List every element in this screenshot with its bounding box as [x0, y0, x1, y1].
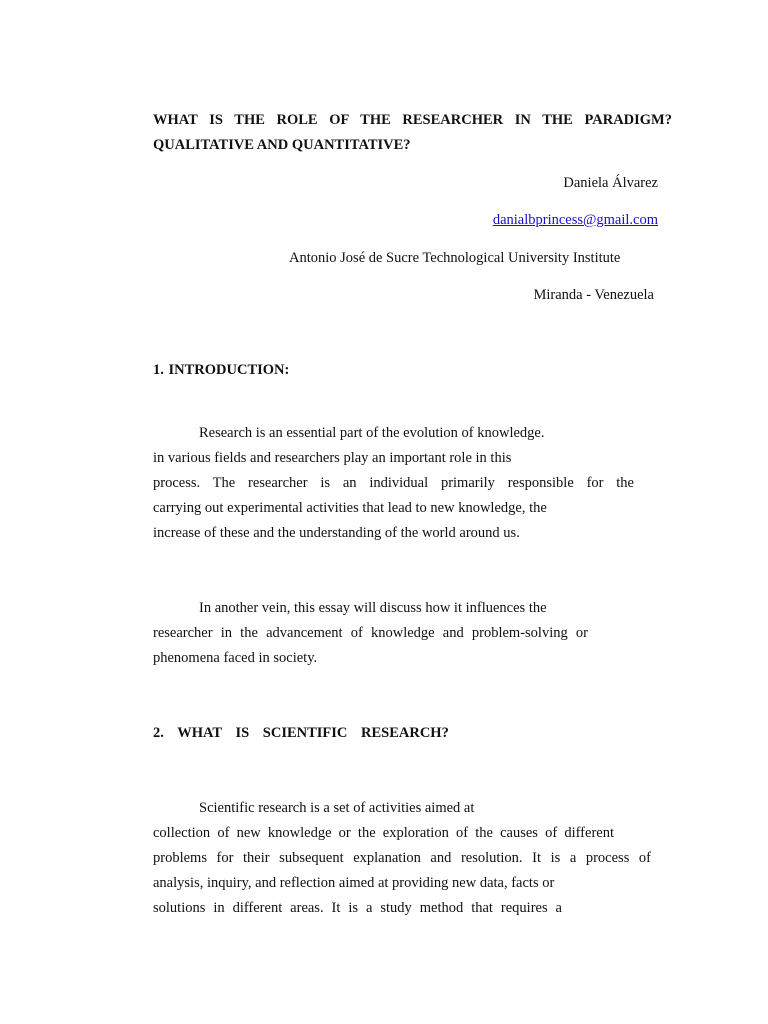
paragraph-line: analysis, inquiry, and reflection aimed at providing new data, facts or [153, 875, 555, 891]
document-title-line-2: QUALITATIVE AND QUANTITATIVE? [153, 137, 411, 153]
section-heading-introduction: 1. INTRODUCTION: [153, 362, 290, 378]
section-heading-scientific-research: 2. WHAT IS SCIENTIFIC RESEARCH? [153, 725, 449, 741]
paragraph-line: problems for their subsequent explanation and resolution. It is a process of [153, 850, 651, 866]
author-location: Miranda - Venezuela [533, 287, 654, 303]
paragraph-line: Scientific research is a set of activities aimed at [199, 800, 475, 816]
paragraph-line: in various fields and researchers play an important role in this [153, 450, 512, 466]
paragraph-line: phenomena faced in society. [153, 650, 318, 666]
document-title-line-1: WHAT IS THE ROLE OF THE RESEARCHER IN THE PARADIGM? [153, 112, 672, 128]
paragraph-line: collection of new knowledge or the exploration of the causes of different [153, 825, 614, 841]
author-email-link[interactable]: danialbprincess@gmail.com [492, 212, 658, 228]
paragraph-line: solutions in different areas. It is a study method that requires a [153, 900, 562, 916]
paragraph-line: In another vein, this essay will discuss how it influences the [199, 600, 547, 616]
paragraph-line: process. The researcher is an individual primarily responsible for the [153, 475, 634, 491]
paragraph-line: Research is an essential part of the evolution of knowledge. [199, 425, 545, 441]
author-institution: Antonio José de Sucre Technological University Institute [289, 250, 621, 266]
paragraph-line: researcher in the advancement of knowledge and problem-solving or [153, 625, 588, 641]
paragraph-line: carrying out experimental activities that lead to new knowledge, the [153, 500, 547, 516]
author-name: Daniela Álvarez [563, 175, 658, 191]
paragraph-line: increase of these and the understanding of the world around us. [153, 525, 520, 541]
